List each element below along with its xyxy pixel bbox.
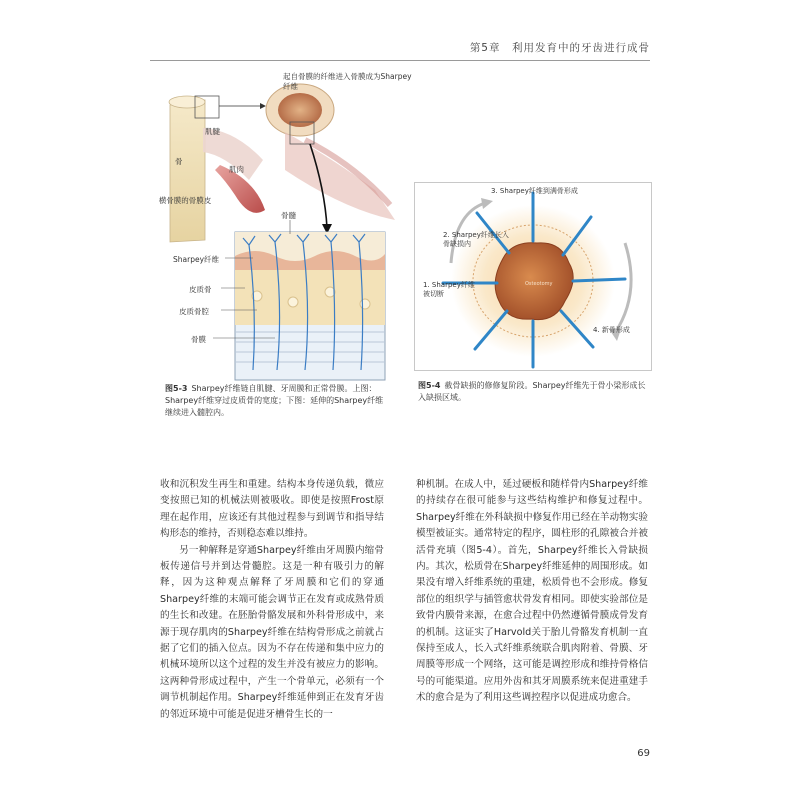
fig4-step2: 2. Sharpey纤维长入骨缺损内 bbox=[443, 231, 509, 248]
figure-5-4-caption bbox=[418, 380, 650, 404]
body-column-right bbox=[416, 477, 648, 707]
figure-5-3-caption bbox=[165, 383, 390, 419]
fig4-center-label: Osteotomy bbox=[525, 281, 553, 287]
body-left-paragraph-2: 另一种解释是穿通Sharpey纤维由牙周膜内缩骨板传递信号并到达骨髓腔。这是一种有吸引力的解释，因为这种观点解释了牙周膜和它们的穿通Sharpey纤维的末端可能会调节正在发育或成熟骨质的生长和改建。在胚胎骨骼发展和外科骨形成中，来源于现存肌肉的Sharpey纤维在结构骨形成之前就占据了它们的插入位点。因为不存在传递和集中应力的机械环境所以这个过程的发生并没有被应力的影响。这两种骨形成过程中，产生一个骨单元，必须有一个调节机制起作用。Sharpey纤维延伸到正在发育牙齿的邻近环境中可能是促进牙槽骨生长的一 bbox=[160, 544, 384, 720]
chapter-header: 第5章 利用发育中的牙齿进行成骨 bbox=[469, 42, 650, 54]
fig3-label-cortical-canal: 皮质骨腔 bbox=[179, 307, 209, 316]
figure-5-4-caption-text: 截骨缺损的修修复阶段。Sharpey纤维先于骨小梁形成长入缺损区域。 bbox=[418, 381, 646, 402]
page-number: 69 bbox=[637, 748, 650, 759]
fig3-label-muscle: 肌肉 bbox=[229, 165, 244, 174]
header-rule bbox=[150, 60, 650, 61]
fig3-label-tendon: 肌腱 bbox=[205, 127, 220, 136]
figure-5-4-illustration bbox=[415, 183, 651, 370]
fig3-label-periosteum: 骨膜 bbox=[191, 335, 206, 344]
fig4-step3: 3. Sharpey纤维到满骨形成 bbox=[491, 187, 578, 195]
figure-5-4-number: 图5-4 bbox=[418, 381, 441, 390]
body-column-left bbox=[160, 477, 384, 723]
fig4-step1: 1. Sharpey纤维被切断 bbox=[423, 281, 475, 298]
body-right-paragraph-1: 种机制。在成人中，延过硬板和随样骨内Sharpey纤维的持续存在很可能参与这些结构维护和修复过程中。Sharpey纤维在外科缺损中修复作用已经在羊动物实验模型被证实。通常特定的程序，圆柱形的孔隙被合并被活骨充填（图5-4）。首先，Sharpey纤维长入骨缺损内。其次，松质骨在Sharpey纤维延伸的周围形成。如果没有增入纤维系统的重建，松质骨也不会形成。修复部位的组织学与插管愈状骨发育相同。即使实验部位是致骨内膜骨来源，在愈合过程中仍然遵循骨膜成骨发育的机制。这证实了Harvold关于胎儿骨骼发育机制一直保持至成人，长入式纤维系统联合肌肉附着、骨膜、牙周膜等形成一个网络，这可能是调控形成和维持骨格信号的可能渠道。应用外齿和其牙周膜系统来促进重建手术的愈合是为了利用这些调控程序以促进成功愈合。 bbox=[416, 479, 648, 704]
figure-5-3-caption-text: Sharpey纤维链自肌腱、牙周膜和正常骨膜。上图：Sharpey纤维穿过皮质骨的宽度；下图：延伸的Sharpey纤维继续进入髓腔内。 bbox=[165, 384, 384, 417]
figure-5-3-number: 图5-3 bbox=[165, 384, 188, 393]
fig3-label-marrow: 骨髓 bbox=[281, 211, 296, 220]
figure-5-3 bbox=[158, 70, 412, 382]
fig4-step4: 4. 新骨形成 bbox=[593, 326, 630, 334]
fig3-label-bone: 骨 bbox=[175, 157, 183, 166]
fig3-label-sharpey: Sharpey纤维 bbox=[173, 255, 220, 264]
figure-5-4 bbox=[414, 182, 652, 371]
fig3-label-top: 起自骨膜的纤维进入骨膜成为Sharpey纤维 bbox=[283, 72, 412, 91]
body-left-paragraph-1: 收和沉积发生再生和重建。结构本身传递负载，微应变按照已知的机械法则被吸收。即使是按照Frost原理在起作用，应该还有其他过程参与到调节和指导结构形态的维持，否则稳态难以维持。 bbox=[160, 479, 384, 540]
fig3-label-cortex: 皮质骨 bbox=[189, 285, 212, 294]
fig3-label-cortical-shell: 横骨膜的骨膜皮 bbox=[158, 196, 212, 205]
